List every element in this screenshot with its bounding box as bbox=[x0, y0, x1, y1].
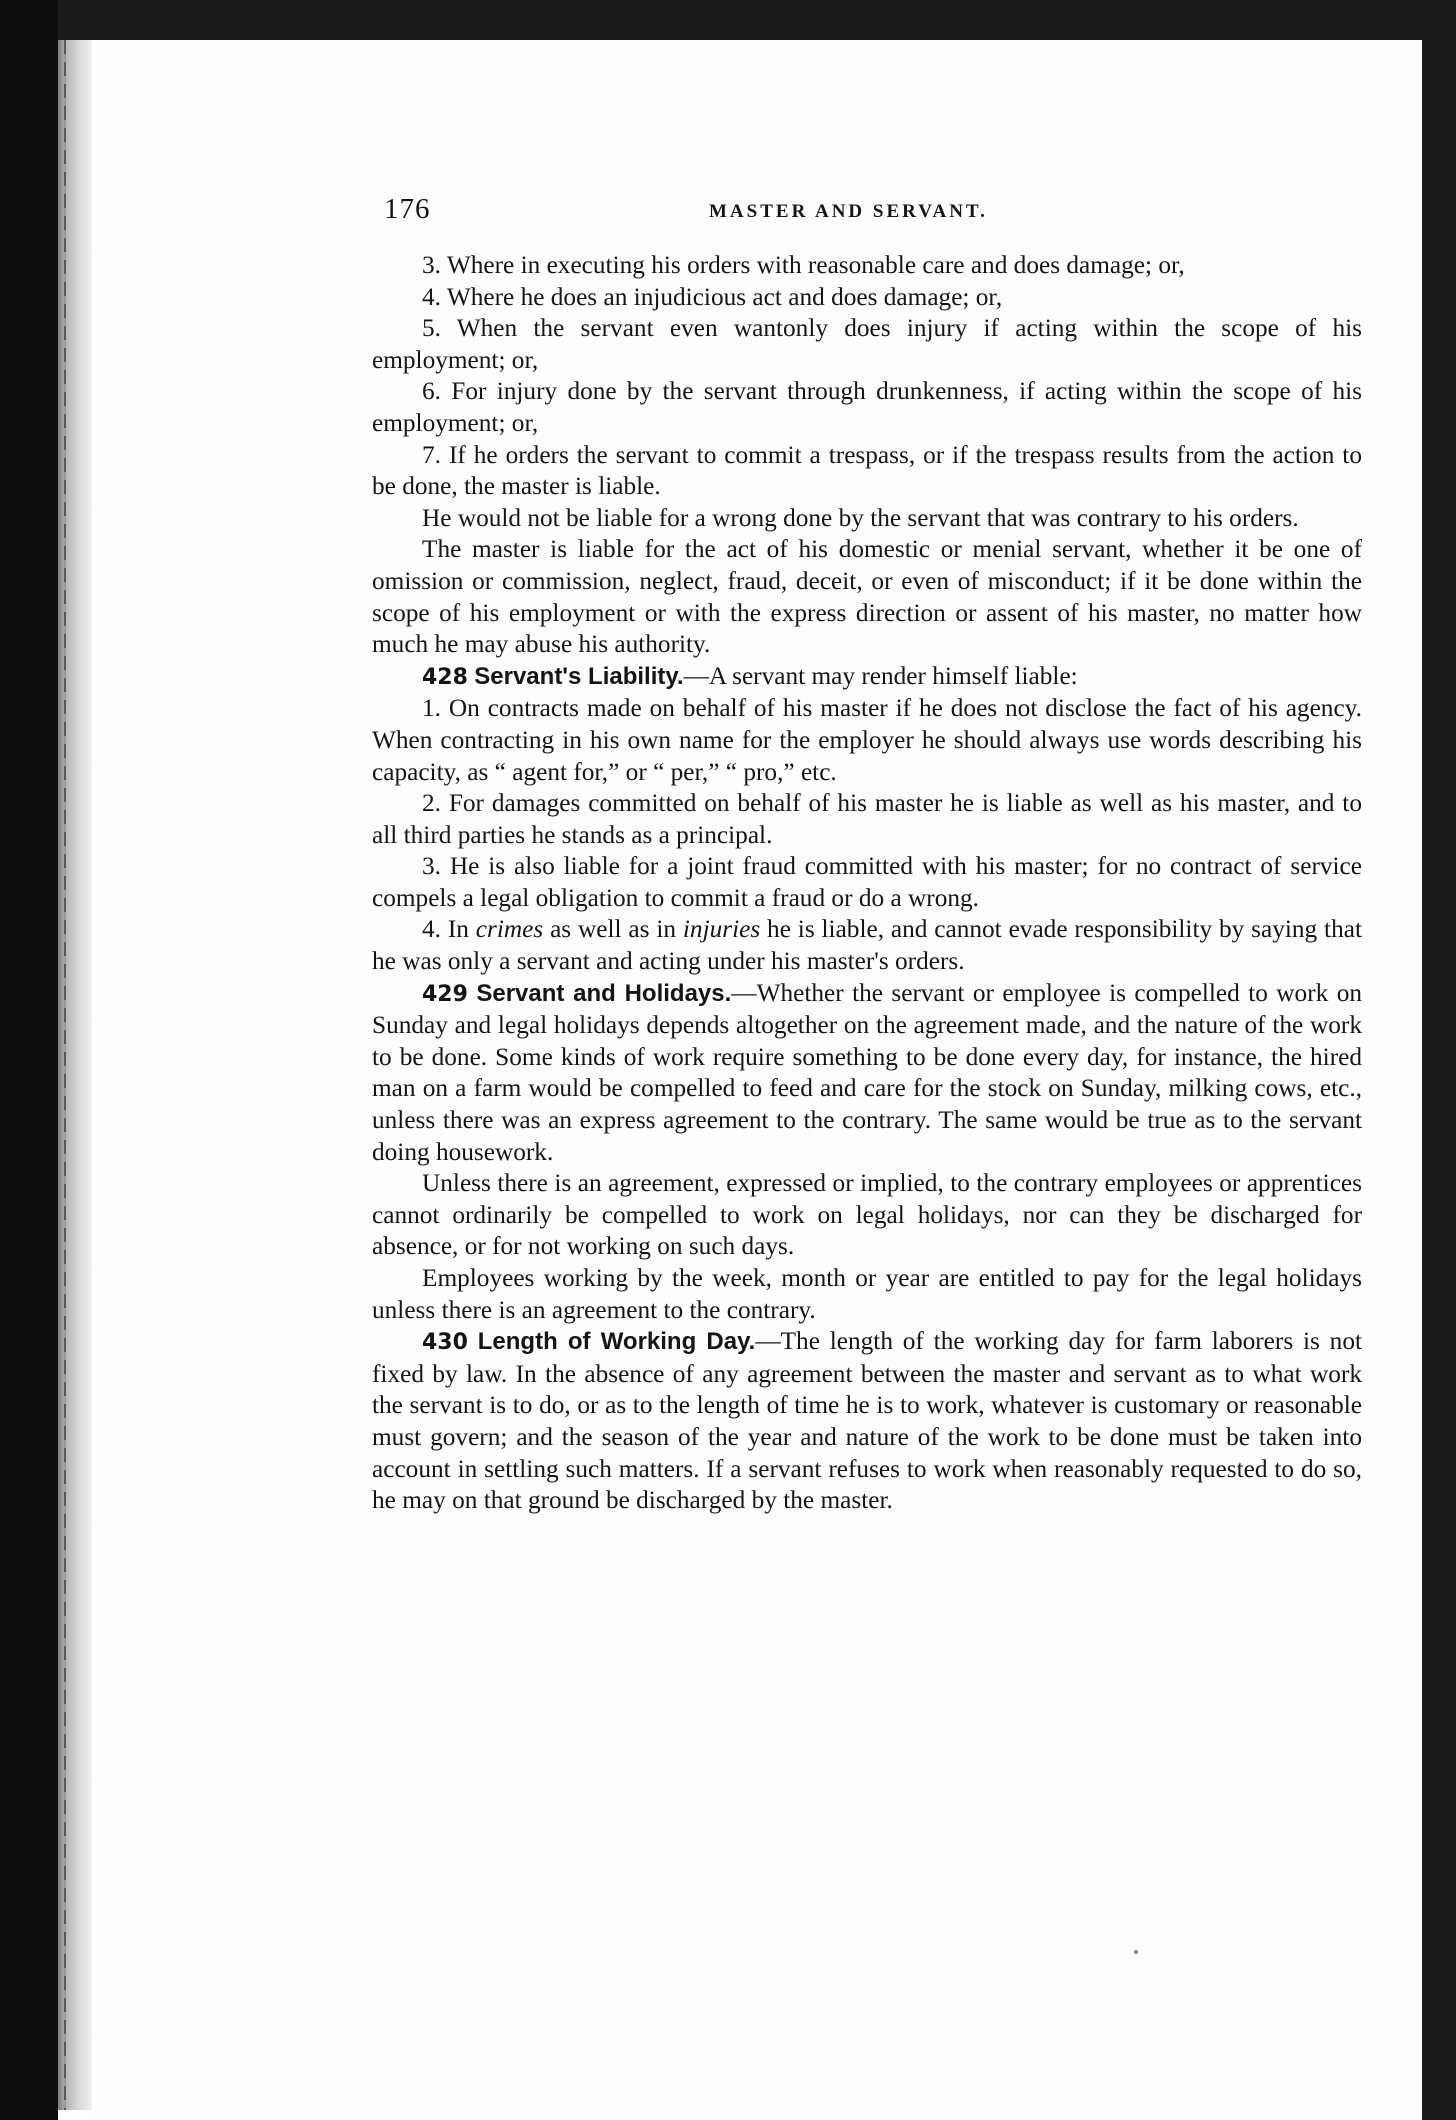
list-item: 3. He is also liable for a joint fraud committed with his master; for no contract of service compels a legal obligation to commit a fraud or do a wrong. bbox=[372, 852, 1362, 912]
italic-term-injuries: injuries bbox=[682, 915, 761, 944]
paragraph: 3. Where in executing his orders with reasonable care and does damage; or, bbox=[422, 251, 1185, 279]
paragraph: 7. If he orders the servant to commit a trespass, or if the trespass results from the action to be done, the master is liable. bbox=[372, 440, 1362, 501]
page-number: 176 bbox=[384, 193, 431, 225]
paragraph: 5. When the servant even wantonly does injury if acting within the scope of his employment; or, bbox=[372, 314, 1362, 374]
scan-right-border bbox=[1422, 0, 1456, 2120]
section-text: —The length of the working day for farm laborers is not fixed by law. In the absence of any agreement between the master and servant as to what work the servant is to do, or as to the length of time he is to work, whatever is customary or reasonable must govern; and the season of the year and nature of the work to be done must be taken into account in settling such matters. If a servant refuses to work when reasonably requested to do so, he may on that ground be discharged by the master. bbox=[372, 1327, 1362, 1515]
section-text: —Whether the servant or employee is compelled to work on Sunday and legal holidays depends altogether on the agreement made, and the nature of the work to be done. Some kinds of work require something to be done every day, for instance, the hired man on a farm would be compelled to feed and care for the stock on Sunday, milking cows, etc., unless there was an express agreement to the contrary. The same would be true as to the servant doing housework. bbox=[372, 978, 1362, 1166]
italic-term-crimes: crimes bbox=[475, 915, 544, 944]
section-title: Length of Working Day. bbox=[477, 1328, 756, 1356]
text-run: as well as in bbox=[543, 915, 683, 944]
paragraph: Employees working by the week, month or year are entitled to pay for the legal holidays unless there is an agreement to the contrary. bbox=[372, 1264, 1362, 1324]
page-header bbox=[384, 193, 1374, 233]
list-item: 1. On contracts made on behalf of his master if he does not disclose the fact of his agency. When contracting in his own name for the employer he should always use words describing his capacity, as “ agent for,” or “ per,” “ pro,” etc. bbox=[372, 694, 1362, 786]
book-page-edge bbox=[58, 40, 92, 2110]
section-428-heading bbox=[372, 661, 1362, 694]
section-title: Servant and Holidays. bbox=[476, 979, 732, 1007]
page-body bbox=[372, 250, 1362, 1517]
paragraph: 6. For injury done by the servant through drunkenness, if acting within the scope of his employment; or, bbox=[372, 377, 1362, 437]
scan-left-border bbox=[0, 0, 58, 2120]
text-run: 4. In bbox=[422, 915, 476, 944]
text-run: he is liable, and cannot evade responsibility by saying that he was only a servant and acting under his master's orders. bbox=[372, 915, 1362, 976]
section-430 bbox=[372, 1326, 1362, 1517]
section-number: 429 bbox=[422, 981, 468, 1007]
running-title: MASTER AND SERVANT. bbox=[709, 201, 988, 222]
list-item: 2. For damages committed on behalf of his master he is liable as well as his master, and to all third parties he stands as a principal. bbox=[372, 789, 1362, 849]
paragraph: He would not be liable for a wrong done by the servant that was contrary to his orders. bbox=[422, 503, 1299, 532]
paragraph: 4. Where he does an injudicious act and does damage; or, bbox=[422, 282, 1003, 311]
paragraph: The master is liable for the act of his domestic or menial servant, whether it be one of omission or commission, neglect, fraud, deceit, or even of misconduct; if it be done within the scope of his employment or with the express direction or assent of his master, no matter how much he may abuse his authority. bbox=[372, 535, 1362, 659]
section-title: Servant's Liability. bbox=[474, 662, 684, 690]
list-item bbox=[372, 914, 1362, 977]
paragraph: Unless there is an agreement, expressed or implied, to the contrary employees or apprentices cannot ordinarily be compelled to work on legal holidays, nor can they be discharged for absence, or for not working on such days. bbox=[372, 1169, 1362, 1261]
section-number: 430 bbox=[422, 1330, 468, 1356]
section-number: 428 bbox=[422, 664, 468, 690]
section-lead: —A servant may render himself liable: bbox=[683, 661, 1078, 690]
section-429 bbox=[372, 978, 1362, 1169]
scan-speck bbox=[1134, 1950, 1138, 1954]
scan-top-border bbox=[0, 0, 1456, 40]
